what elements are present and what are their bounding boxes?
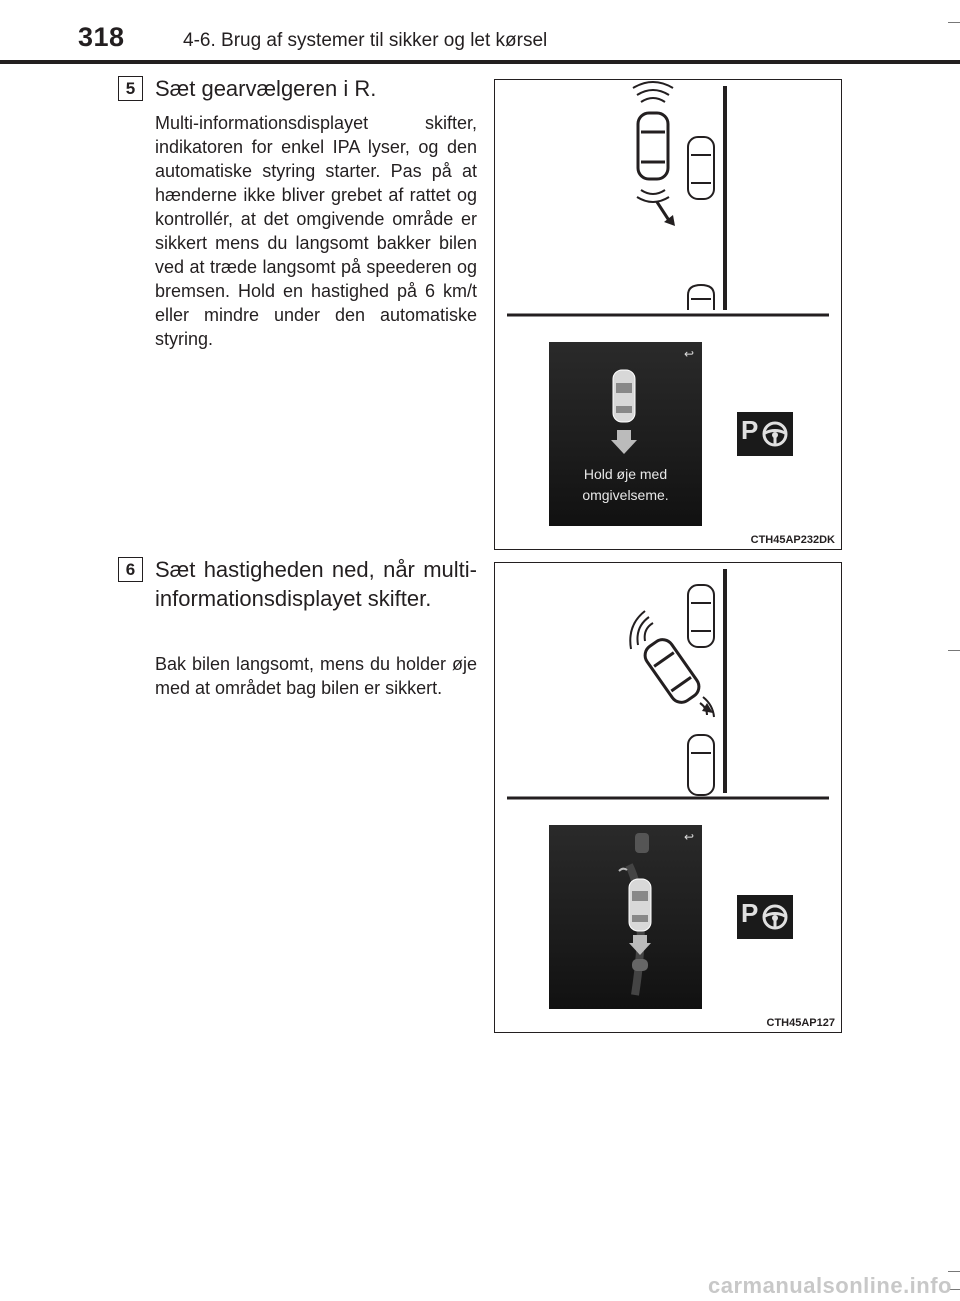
display-message-line-2: omgivelseme. xyxy=(582,487,669,503)
step-number-badge: 5 xyxy=(118,76,143,101)
margin-tick xyxy=(948,650,960,651)
margin-tick xyxy=(948,1271,960,1272)
step-heading: Sæt hastigheden ned, når multi-informationsdisplayet skifter. xyxy=(155,557,477,611)
margin-tick xyxy=(948,22,960,23)
figure-parking-step-6 xyxy=(494,562,842,1033)
steering-wheel-icon xyxy=(761,903,789,931)
multi-information-display xyxy=(549,342,702,526)
display-graphic xyxy=(549,825,702,1009)
multi-information-display xyxy=(549,825,702,1009)
parked-car-icon xyxy=(688,285,714,310)
page-header xyxy=(0,0,960,66)
parked-car-icon xyxy=(688,137,714,199)
watermark: carmanualsonline.info xyxy=(708,1273,952,1298)
figure-code: CTH45AP127 xyxy=(766,1017,835,1029)
parked-car-icon xyxy=(688,585,714,647)
parking-diagram xyxy=(495,80,840,320)
indicator-letter: P xyxy=(741,415,759,445)
figure-parking-step-5 xyxy=(494,79,842,550)
step-heading: Sæt gearvælgeren i R. xyxy=(155,76,377,101)
page-number: 318 xyxy=(78,22,125,52)
return-icon: ↩ xyxy=(684,347,695,361)
chapter-title: 4-6. Brug af systemer til sikker og let kørsel xyxy=(183,30,548,51)
step-body: Bak bilen langsomt, mens du holder øje med at området bag bilen er sikkert. xyxy=(155,654,477,698)
step-number-badge: 6 xyxy=(118,557,143,582)
figure-code: CTH45AP232DK xyxy=(750,534,835,546)
return-icon: ↩ xyxy=(684,830,695,844)
steering-wheel-icon xyxy=(761,420,789,448)
display-message-line-1: Hold øje med xyxy=(583,466,668,482)
parked-car-icon xyxy=(688,735,714,795)
parking-diagram xyxy=(495,563,840,803)
step-body: Multi-informationsdisplayet skifter, indikatoren for enkel IPA lyser, og den automatiske styring starter. Pas på at hænderne ikke bliver grebet af rattet og kontrollér, at det omgivende område er sikkert mens du langsomt bakker bilen ved at træde langsomt på speederen og bremsen. Hold en hastighed på 6 km/t eller mindre under den automatiske styring. xyxy=(155,113,477,349)
own-car-icon xyxy=(638,113,668,179)
simple-ipa-indicator xyxy=(737,895,793,939)
header-rule xyxy=(0,60,960,64)
indicator-letter: P xyxy=(741,898,759,928)
simple-ipa-indicator xyxy=(737,412,793,456)
